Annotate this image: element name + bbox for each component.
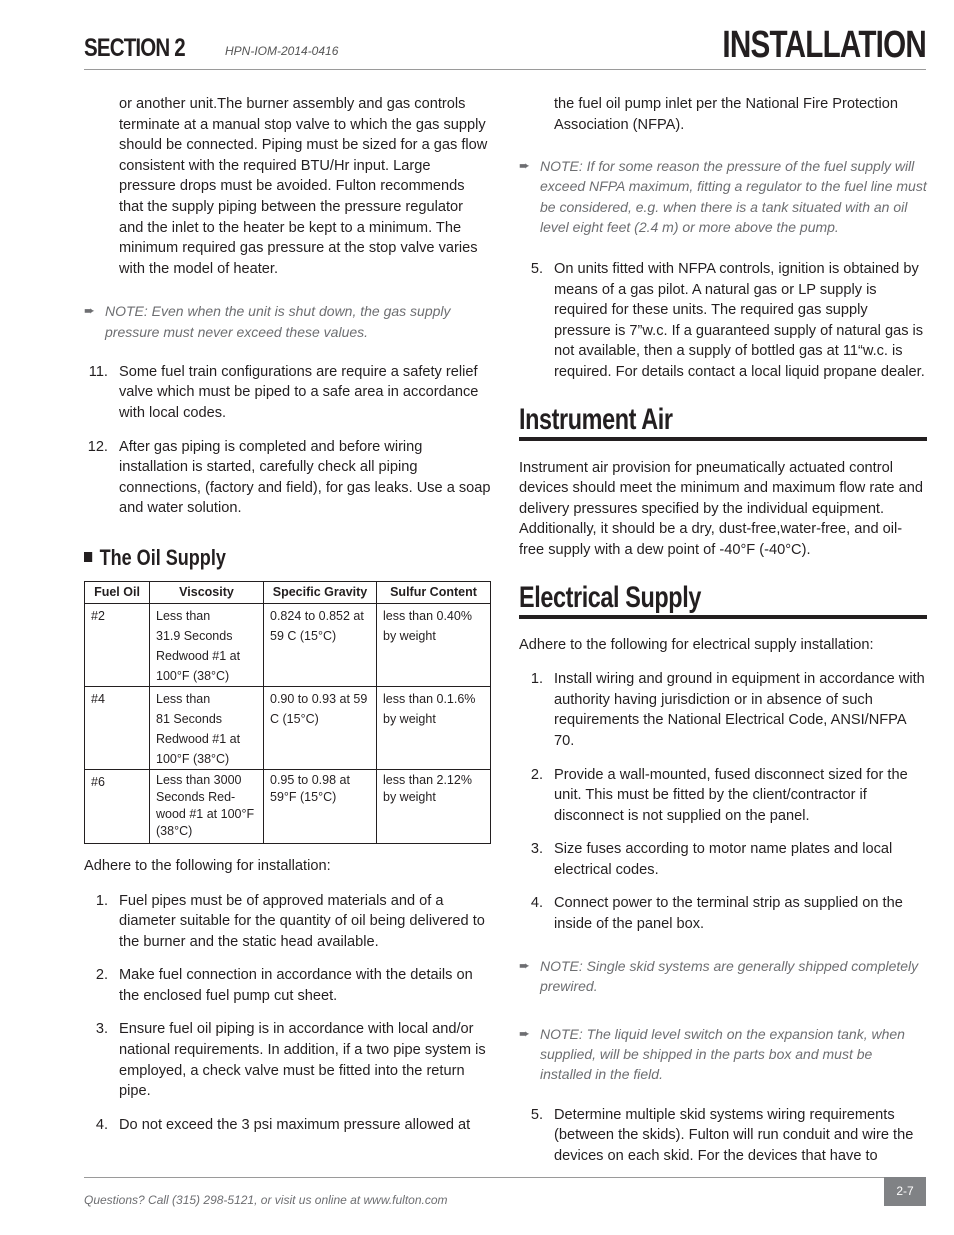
list-text: Do not exceed the 3 psi maximum pressure allowed at <box>119 1116 471 1133</box>
list-text: Size fuses according to motor name plates and local electrical codes. <box>554 841 893 878</box>
cell-line: less than 2.12% <box>383 772 472 787</box>
list-text: On units fitted with NFPA controls, ignition is obtained by means of a gas pilot. A natural gas or LP supply is required for these units. The required gas supply pressure is 7”w.c. If a guaranteed supply of natural gas is not available, then a supply of bottled gas at 11“w.c. is required. For details contact a local liquid propane dealer. <box>554 261 925 380</box>
note-arrow-icon: ➨ <box>519 158 530 174</box>
electrical-supply-heading: Electrical Supply <box>519 580 701 614</box>
table-header: Fuel Oil <box>85 581 150 603</box>
table-row <box>85 686 491 769</box>
table-cell: #4 <box>85 686 150 769</box>
cell-line: by weight <box>383 789 436 804</box>
table-cell <box>264 603 377 686</box>
cell-line: 100°F (38°C) <box>156 668 230 683</box>
list-text: Connect power to the terminal strip as supplied on the inside of the panel box. <box>554 895 903 933</box>
oil-supply-heading <box>84 545 418 571</box>
install-item-2 <box>84 965 491 1006</box>
elec-item-5 <box>519 1105 927 1167</box>
adhere-electrical-text: Adhere to the following for electrical supply installation: <box>519 636 874 653</box>
list-number: 2. <box>95 967 108 984</box>
table-cell <box>264 686 377 769</box>
cell-line: Redwood #1 at <box>156 648 241 663</box>
list-item-5 <box>519 259 927 383</box>
cell-line: Seconds Red- <box>156 789 236 804</box>
elec-item-3 <box>519 839 927 880</box>
list-number: 4. <box>95 1116 108 1133</box>
cell-line: 31.9 Seconds <box>156 628 233 643</box>
cell-line: 0.824 to 0.852 at <box>270 608 364 623</box>
table-cell <box>377 686 491 769</box>
list-number: 3. <box>530 841 543 858</box>
instrument-air-paragraph: Instrument air provision for pneumatically actuated control devices should meet the minimum and maximum flow rate and delivery pressures specified by the individual equipment. Additionally, it should be a dry, dust-free,water-free, and oil-free supply with a dew point of -40°F (-40°C). <box>519 459 923 558</box>
list-number: 4. <box>530 895 543 912</box>
list-text: After gas piping is completed and before wiring installation is started, carefully check all piping connections, (factory and field), for gas leaks. Use a soap and water solution. <box>119 438 491 517</box>
table-cell <box>150 686 264 769</box>
list-item-12 <box>84 437 491 519</box>
list-item-11 <box>84 362 491 424</box>
document-id: HPN-IOM-2014-0416 <box>225 44 339 58</box>
table-header: Specific Gravity <box>264 581 377 603</box>
elec-item-4 <box>519 893 927 934</box>
cell-line: less than 0.1.6% <box>383 691 476 706</box>
table-cell: #6 <box>85 769 150 843</box>
right-column <box>519 94 927 1166</box>
list-text: Make fuel connection in accordance with the details on the enclosed fuel pump cut sheet. <box>119 967 473 1004</box>
list-number: 11. <box>88 363 108 380</box>
note-text: NOTE: The liquid level switch on the expansion tank, when supplied, will be shipped in the parts box and must be installed in the field. <box>540 1026 905 1083</box>
table-cell <box>150 769 264 843</box>
table-cell <box>150 603 264 686</box>
list-text: Determine multiple skid systems wiring requirements (between the skids). Fulton will run conduit and wire the devices on each skid. For the devices that have to <box>554 1106 914 1164</box>
page-header <box>84 22 926 70</box>
footer-rule <box>84 1177 926 1178</box>
cell-line: wood #1 at 100°F <box>156 806 255 821</box>
list-number: 1. <box>95 892 108 909</box>
cell-line: 0.90 to 0.93 at 59 <box>270 691 368 706</box>
elec-item-1 <box>519 669 927 751</box>
table-header: Sulfur Content <box>377 581 491 603</box>
note-text: NOTE: If for some reason the pressure of the fuel supply will exceed NFPA maximum, fitting a regulator to the fuel line must be considered, e.g. when there is a tank situated with an oil level eight feet (2.4 m) or more above the pump. <box>540 158 927 235</box>
list-number: 3. <box>95 1021 108 1038</box>
list-number: 2. <box>530 766 543 783</box>
square-bullet-icon <box>84 552 92 562</box>
cell-line: 59°F (15°C) <box>270 789 337 804</box>
cell-line: by weight <box>383 628 436 643</box>
list-text: Provide a wall-mounted, fused disconnect sized for the unit. This must be fitted by the client/contractor if disconnect is not supplied on the panel. <box>554 766 908 824</box>
note-level-switch <box>519 1024 927 1085</box>
page-title: INSTALLATION <box>722 24 926 66</box>
note-arrow-icon: ➨ <box>519 1026 530 1042</box>
instrument-air-heading: Instrument Air <box>519 402 673 436</box>
cell-line: (38°C) <box>156 823 193 838</box>
list-number: 5. <box>530 1106 543 1123</box>
note-gas-pressure <box>84 301 491 341</box>
cell-line: less than 0.40% <box>383 608 472 623</box>
cell-line: Less than <box>156 691 211 706</box>
install-item-3 <box>84 1019 491 1101</box>
list-number: 12. <box>87 438 108 455</box>
list-number: 5. <box>530 261 543 277</box>
table-row <box>85 603 491 686</box>
footer-contact: Questions? Call (315) 298-5121, or visit us online at www.fulton.com <box>84 1193 448 1207</box>
note-skid-prewired <box>519 956 927 996</box>
install-item-4 <box>84 1115 491 1136</box>
cell-line: 100°F (38°C) <box>156 751 230 766</box>
list-text: Fuel pipes must be of approved materials and of a diameter suitable for the quantity of oil being delivered to the burner and the static head available. <box>119 892 485 950</box>
install-item-1 <box>84 891 491 953</box>
list-number: 1. <box>530 671 543 688</box>
note-arrow-icon: ➨ <box>519 957 530 973</box>
table-row <box>85 769 491 843</box>
cell-line: 81 Seconds <box>156 711 223 726</box>
cell-line: by weight <box>383 711 436 726</box>
left-column <box>84 94 491 1135</box>
gas-piping-paragraph: or another unit.The burner assembly and gas controls terminate at a manual stop valve to which the gas supply should be connected. Piping must be sized for a gas flow consistent with the required BTU/Hr input. Large pressure drops must be avoided. Fulton recommends that the supply piping between the pressure regulator and the inlet to the heater be kept to a minimum. The minimum required gas pressure at the stop valve varies with the model of heater. <box>119 96 488 277</box>
section-label: SECTION 2 <box>84 34 185 62</box>
table-header: Viscosity <box>150 581 264 603</box>
cell-line: C (15°C) <box>270 711 319 726</box>
cell-line: 59 C (15°C) <box>270 628 337 643</box>
nfpa-continuation: the fuel oil pump inlet per the National Fire Protection Association (NFPA). <box>554 96 898 133</box>
cell-line: Less than 3000 <box>156 772 242 787</box>
note-text: NOTE: Single skid systems are generally shipped completely prewired. <box>540 957 919 994</box>
table-cell <box>264 769 377 843</box>
elec-item-2 <box>519 765 927 827</box>
list-text: Ensure fuel oil piping is in accordance with local and/or national requirements. In addition, if a two pipe system is employed, a check valve must be fitted into the return pipe. <box>119 1021 486 1100</box>
cell-line: 0.95 to 0.98 at <box>270 772 350 787</box>
heading-text: The Oil Supply <box>99 544 226 570</box>
cell-line: Redwood #1 at <box>156 731 241 746</box>
page-number: 2-7 <box>884 1177 926 1206</box>
list-text: Install wiring and ground in equipment in accordance with authority having jurisdiction or in absence of such requirements the National Electrical Code, ANSI/NFPA 70. <box>554 671 925 749</box>
note-text: NOTE: Even when the unit is shut down, the gas supply pressure must never exceed these values. <box>105 303 451 340</box>
adhere-installation-text: Adhere to the following for installation: <box>84 857 331 874</box>
fuel-oil-table <box>84 581 491 844</box>
note-fuel-pressure <box>519 156 927 237</box>
table-cell: #2 <box>85 603 150 686</box>
cell-line: Less than <box>156 608 211 623</box>
table-cell <box>377 769 491 843</box>
note-arrow-icon: ➨ <box>84 303 95 319</box>
list-text: Some fuel train configurations are require a safety relief valve which must be piped to a safe area in accordance with local codes. <box>119 363 479 421</box>
table-cell <box>377 603 491 686</box>
